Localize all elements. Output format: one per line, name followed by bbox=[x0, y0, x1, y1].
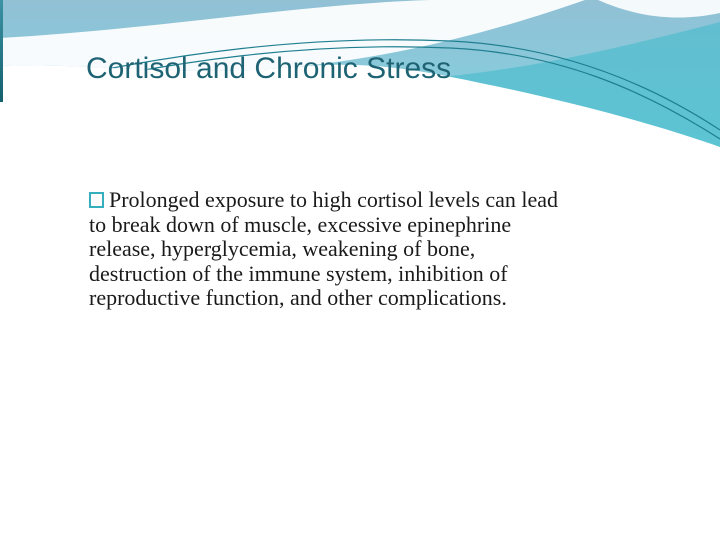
bullet-line-continuation: release, hyperglycemia, weakening of bone, bbox=[89, 236, 476, 261]
body-text-block bbox=[89, 188, 675, 311]
bullet-line bbox=[89, 188, 675, 213]
bullet-line-continuation: reproductive function, and other complications. bbox=[89, 285, 507, 310]
bullet-line-continuation: destruction of the immune system, inhibition of bbox=[89, 260, 508, 286]
left-edge-stripe bbox=[0, 0, 3, 102]
square-bullet-icon bbox=[89, 192, 104, 208]
bullet-line-continuation: to break down of muscle, excessive epinephrine bbox=[89, 211, 512, 237]
bullet-line-text: Prolonged exposure to high cortisol levels can lead bbox=[109, 187, 559, 212]
page-title: Cortisol and Chronic Stress bbox=[86, 52, 452, 85]
